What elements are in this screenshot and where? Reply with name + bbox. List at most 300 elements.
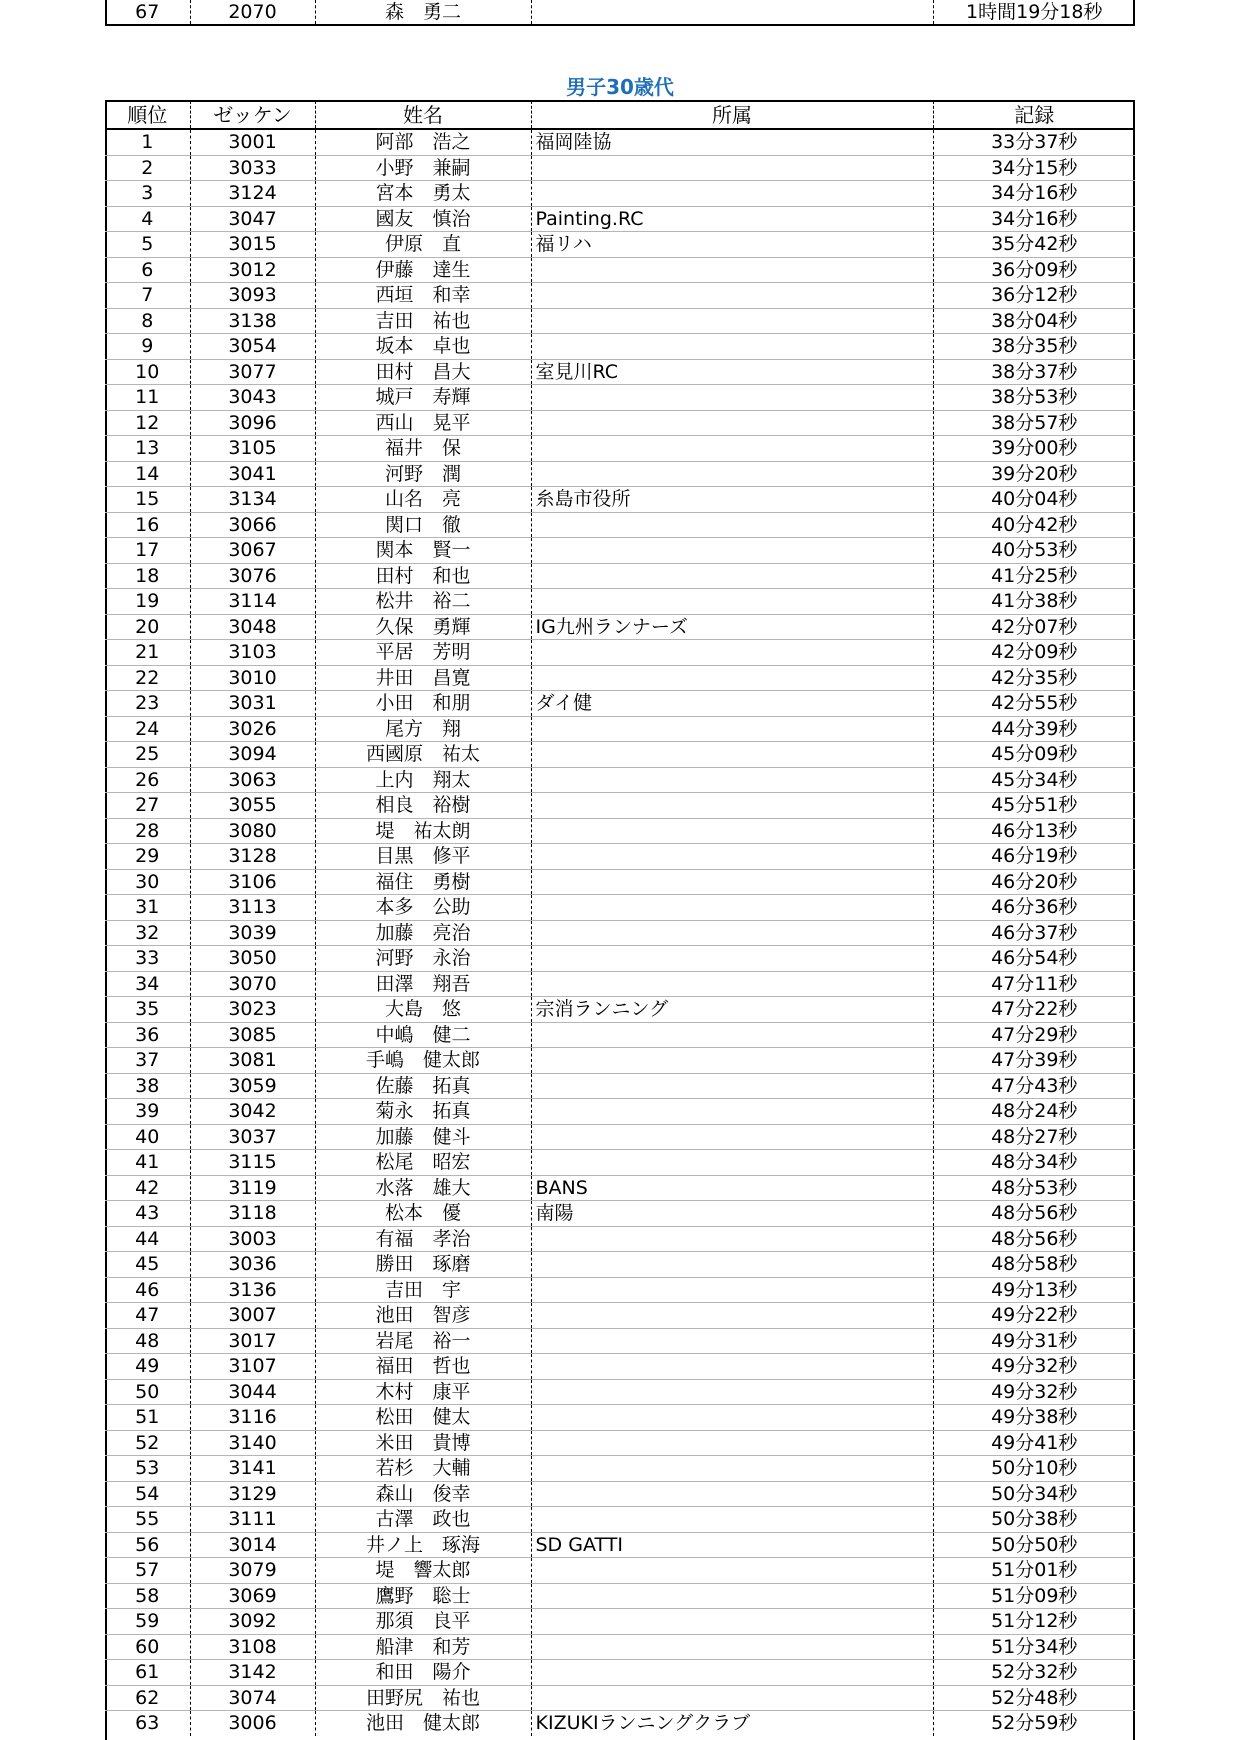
bib-cell: 3047 [190, 206, 315, 232]
time-cell: 40分04秒 [933, 487, 1135, 513]
rank-cell: 11 [105, 385, 190, 411]
bib-cell: 3006 [190, 1711, 315, 1736]
time-cell: 38分35秒 [933, 334, 1135, 360]
bib-cell: 3044 [190, 1379, 315, 1405]
table-row [105, 1711, 1135, 1736]
table-row [105, 691, 1135, 717]
time-cell: 52分48秒 [933, 1685, 1135, 1711]
bib-cell: 3043 [190, 385, 315, 411]
time-cell: 46分37秒 [933, 920, 1135, 946]
name-cell: 有福 孝治 [315, 1226, 531, 1252]
table-row [105, 232, 1135, 258]
bib-cell: 3106 [190, 869, 315, 895]
bib-cell: 3069 [190, 1583, 315, 1609]
time-cell: 49分13秒 [933, 1277, 1135, 1303]
header-team: 所属 [531, 101, 933, 129]
rank-cell: 10 [105, 359, 190, 385]
team-cell [531, 1456, 933, 1482]
time-cell: 41分38秒 [933, 589, 1135, 615]
bib-cell: 3113 [190, 895, 315, 921]
rank-cell: 54 [105, 1481, 190, 1507]
rank-cell: 12 [105, 410, 190, 436]
time-cell: 34分16秒 [933, 206, 1135, 232]
rank-cell: 32 [105, 920, 190, 946]
time-cell: 36分12秒 [933, 283, 1135, 309]
name-cell: 福田 哲也 [315, 1354, 531, 1380]
time-cell: 46分19秒 [933, 844, 1135, 870]
name-cell: 河野 潤 [315, 461, 531, 487]
name-cell: 木村 康平 [315, 1379, 531, 1405]
team-cell [531, 538, 933, 564]
bib-cell: 3142 [190, 1660, 315, 1686]
time-cell: 49分38秒 [933, 1405, 1135, 1431]
table-row [105, 614, 1135, 640]
rank-cell: 42 [105, 1175, 190, 1201]
table-row [105, 436, 1135, 462]
time-cell: 48分56秒 [933, 1226, 1135, 1252]
header-bib: ゼッケン [190, 101, 315, 129]
time-cell: 38分37秒 [933, 359, 1135, 385]
bib-cell: 3012 [190, 257, 315, 283]
rank-cell: 29 [105, 844, 190, 870]
team-cell [531, 181, 933, 207]
time-cell: 48分27秒 [933, 1124, 1135, 1150]
rank-cell: 47 [105, 1303, 190, 1329]
team-cell [531, 1226, 933, 1252]
team-cell [531, 1303, 933, 1329]
bib-cell: 3063 [190, 767, 315, 793]
time-cell: 49分41秒 [933, 1430, 1135, 1456]
bib-cell: 3023 [190, 997, 315, 1023]
name-cell: 佐藤 拓真 [315, 1073, 531, 1099]
rank-cell: 56 [105, 1532, 190, 1558]
table-row [105, 1558, 1135, 1584]
team-cell: 糸島市役所 [531, 487, 933, 513]
table-row [105, 640, 1135, 666]
table-row [105, 1124, 1135, 1150]
bib-cell: 3108 [190, 1634, 315, 1660]
team-cell [531, 155, 933, 181]
time-cell: 47分29秒 [933, 1022, 1135, 1048]
name-cell: 堤 祐太朗 [315, 818, 531, 844]
rank-cell: 20 [105, 614, 190, 640]
team-cell [531, 1481, 933, 1507]
bib-cell: 3074 [190, 1685, 315, 1711]
name-cell: 松本 優 [315, 1201, 531, 1227]
time-cell: 50分10秒 [933, 1456, 1135, 1482]
table-row [105, 1048, 1135, 1074]
bib-cell: 3103 [190, 640, 315, 666]
table-row [105, 1685, 1135, 1711]
name-cell: 目黒 修平 [315, 844, 531, 870]
name-cell: 伊原 直 [315, 232, 531, 258]
header-rank: 順位 [105, 101, 190, 129]
bib-cell: 3134 [190, 487, 315, 513]
bib-cell: 3092 [190, 1609, 315, 1635]
bib-cell: 3001 [190, 129, 315, 155]
bib-cell: 3017 [190, 1328, 315, 1354]
rank-cell: 44 [105, 1226, 190, 1252]
rank-cell: 5 [105, 232, 190, 258]
bib-cell: 3107 [190, 1354, 315, 1380]
table-row [105, 0, 1135, 24]
name-cell: 田村 昌大 [315, 359, 531, 385]
table-row [105, 1379, 1135, 1405]
bib-cell: 3141 [190, 1456, 315, 1482]
bib-cell: 3129 [190, 1481, 315, 1507]
bib-cell: 2070 [190, 0, 315, 24]
team-cell: BANS [531, 1175, 933, 1201]
rank-cell: 16 [105, 512, 190, 538]
table-row [105, 308, 1135, 334]
name-cell: 福井 保 [315, 436, 531, 462]
time-cell: 38分53秒 [933, 385, 1135, 411]
time-cell: 50分38秒 [933, 1507, 1135, 1533]
table-row [105, 1099, 1135, 1125]
header-row [105, 101, 1135, 129]
rank-cell: 63 [105, 1711, 190, 1736]
time-cell: 46分36秒 [933, 895, 1135, 921]
table-row [105, 665, 1135, 691]
rank-cell: 52 [105, 1430, 190, 1456]
bib-cell: 3093 [190, 283, 315, 309]
name-cell: 岩尾 裕一 [315, 1328, 531, 1354]
name-cell: 鷹野 聡士 [315, 1583, 531, 1609]
team-cell [531, 1022, 933, 1048]
bib-cell: 3140 [190, 1430, 315, 1456]
team-cell [531, 563, 933, 589]
bib-cell: 3041 [190, 461, 315, 487]
bib-cell: 3033 [190, 155, 315, 181]
team-cell [531, 1252, 933, 1278]
table-row [105, 334, 1135, 360]
time-cell: 38分57秒 [933, 410, 1135, 436]
team-cell: KIZUKIランニングクラブ [531, 1711, 933, 1736]
name-cell: 加藤 健斗 [315, 1124, 531, 1150]
results-table [105, 101, 1135, 1736]
table-row [105, 487, 1135, 513]
bib-cell: 3096 [190, 410, 315, 436]
table-row [105, 920, 1135, 946]
rank-cell: 40 [105, 1124, 190, 1150]
table-row [105, 1354, 1135, 1380]
name-cell: 河野 永治 [315, 946, 531, 972]
bib-cell: 3115 [190, 1150, 315, 1176]
team-cell [531, 793, 933, 819]
time-cell: 35分42秒 [933, 232, 1135, 258]
name-cell: 西垣 和幸 [315, 283, 531, 309]
time-cell: 52分32秒 [933, 1660, 1135, 1686]
time-cell: 51分09秒 [933, 1583, 1135, 1609]
time-cell: 40分53秒 [933, 538, 1135, 564]
team-cell [531, 946, 933, 972]
team-cell [531, 895, 933, 921]
bib-cell: 3037 [190, 1124, 315, 1150]
time-cell: 42分35秒 [933, 665, 1135, 691]
rank-cell: 51 [105, 1405, 190, 1431]
time-cell: 42分09秒 [933, 640, 1135, 666]
team-cell [531, 1507, 933, 1533]
table-row [105, 1660, 1135, 1686]
table-row [105, 1583, 1135, 1609]
bib-cell: 3014 [190, 1532, 315, 1558]
team-cell [531, 742, 933, 768]
bib-cell: 3026 [190, 716, 315, 742]
rank-cell: 59 [105, 1609, 190, 1635]
rank-cell: 36 [105, 1022, 190, 1048]
team-cell [531, 1609, 933, 1635]
bib-cell: 3105 [190, 436, 315, 462]
team-cell [531, 767, 933, 793]
time-cell: 48分34秒 [933, 1150, 1135, 1176]
table-row [105, 1252, 1135, 1278]
time-cell: 39分20秒 [933, 461, 1135, 487]
bib-cell: 3077 [190, 359, 315, 385]
name-cell: 小野 兼嗣 [315, 155, 531, 181]
name-cell: 森 勇二 [315, 0, 531, 24]
rank-cell: 67 [105, 0, 190, 24]
rank-cell: 55 [105, 1507, 190, 1533]
table-row [105, 589, 1135, 615]
team-cell [531, 1379, 933, 1405]
bib-cell: 3031 [190, 691, 315, 717]
name-cell: 吉田 祐也 [315, 308, 531, 334]
rank-cell: 17 [105, 538, 190, 564]
rank-cell: 23 [105, 691, 190, 717]
table-row [105, 1303, 1135, 1329]
bib-cell: 3114 [190, 589, 315, 615]
name-cell: 阿部 浩之 [315, 129, 531, 155]
team-cell [531, 869, 933, 895]
table-row [105, 1507, 1135, 1533]
name-cell: 米田 貴博 [315, 1430, 531, 1456]
name-cell: 城戸 寿輝 [315, 385, 531, 411]
team-cell [531, 1685, 933, 1711]
team-cell [531, 1328, 933, 1354]
rank-cell: 37 [105, 1048, 190, 1074]
time-cell: 51分34秒 [933, 1634, 1135, 1660]
team-cell [531, 1430, 933, 1456]
table-row [105, 767, 1135, 793]
bib-cell: 3055 [190, 793, 315, 819]
name-cell: 池田 智彦 [315, 1303, 531, 1329]
name-cell: 古澤 政也 [315, 1507, 531, 1533]
table-row [105, 895, 1135, 921]
name-cell: 関口 徹 [315, 512, 531, 538]
table-row [105, 1481, 1135, 1507]
team-cell [531, 283, 933, 309]
rank-cell: 9 [105, 334, 190, 360]
time-cell: 38分04秒 [933, 308, 1135, 334]
table-row [105, 1328, 1135, 1354]
time-cell: 45分09秒 [933, 742, 1135, 768]
name-cell: 小田 和朋 [315, 691, 531, 717]
team-cell [531, 1634, 933, 1660]
table-row [105, 742, 1135, 768]
team-cell [531, 1583, 933, 1609]
table-row [105, 1456, 1135, 1482]
team-cell: 福岡陸協 [531, 129, 933, 155]
bib-cell: 3054 [190, 334, 315, 360]
bib-cell: 3085 [190, 1022, 315, 1048]
rank-cell: 1 [105, 129, 190, 155]
table-row [105, 1430, 1135, 1456]
table-row [105, 997, 1135, 1023]
team-cell [531, 1354, 933, 1380]
team-cell [531, 436, 933, 462]
rank-cell: 39 [105, 1099, 190, 1125]
team-cell [531, 1150, 933, 1176]
rank-cell: 53 [105, 1456, 190, 1482]
time-cell: 48分56秒 [933, 1201, 1135, 1227]
team-cell: 福リハ [531, 232, 933, 258]
name-cell: 宮本 勇太 [315, 181, 531, 207]
team-cell: 室見川RC [531, 359, 933, 385]
bib-cell: 3094 [190, 742, 315, 768]
time-cell: 45分51秒 [933, 793, 1135, 819]
name-cell: 手嶋 健太郎 [315, 1048, 531, 1074]
table-row [105, 1609, 1135, 1635]
team-cell [531, 640, 933, 666]
team-cell: Painting.RC [531, 206, 933, 232]
team-cell [531, 589, 933, 615]
name-cell: 水落 雄大 [315, 1175, 531, 1201]
team-cell: IG九州ランナーズ [531, 614, 933, 640]
time-cell: 49分31秒 [933, 1328, 1135, 1354]
time-cell: 47分43秒 [933, 1073, 1135, 1099]
name-cell: 山名 亮 [315, 487, 531, 513]
team-cell: 宗消ランニング [531, 997, 933, 1023]
team-cell [531, 1073, 933, 1099]
previous-section-table [105, 0, 1135, 24]
table-row [105, 1405, 1135, 1431]
team-cell [531, 334, 933, 360]
time-cell: 48分58秒 [933, 1252, 1135, 1278]
bib-cell: 3059 [190, 1073, 315, 1099]
rank-cell: 18 [105, 563, 190, 589]
name-cell: 和田 陽介 [315, 1660, 531, 1686]
table-row [105, 206, 1135, 232]
bib-cell: 3119 [190, 1175, 315, 1201]
rank-cell: 34 [105, 971, 190, 997]
table-row [105, 359, 1135, 385]
name-cell: 平居 芳明 [315, 640, 531, 666]
bib-cell: 3067 [190, 538, 315, 564]
bib-cell: 3124 [190, 181, 315, 207]
rank-cell: 27 [105, 793, 190, 819]
rank-cell: 28 [105, 818, 190, 844]
name-cell: 伊藤 達生 [315, 257, 531, 283]
name-cell: 松田 健太 [315, 1405, 531, 1431]
name-cell: 久保 勇輝 [315, 614, 531, 640]
time-cell: 49分22秒 [933, 1303, 1135, 1329]
rank-cell: 43 [105, 1201, 190, 1227]
table-row [105, 181, 1135, 207]
team-cell: ダイ健 [531, 691, 933, 717]
name-cell: 田澤 翔吾 [315, 971, 531, 997]
rank-cell: 3 [105, 181, 190, 207]
rank-cell: 60 [105, 1634, 190, 1660]
table-row [105, 538, 1135, 564]
bib-cell: 3128 [190, 844, 315, 870]
bib-cell: 3080 [190, 818, 315, 844]
name-cell: 森山 俊幸 [315, 1481, 531, 1507]
name-cell: 西國原 祐太 [315, 742, 531, 768]
team-cell [531, 461, 933, 487]
rank-cell: 4 [105, 206, 190, 232]
table-row [105, 512, 1135, 538]
name-cell: 相良 裕樹 [315, 793, 531, 819]
bib-cell: 3118 [190, 1201, 315, 1227]
name-cell: 松尾 昭宏 [315, 1150, 531, 1176]
section-title: 男子30歳代 [566, 75, 674, 99]
team-cell [531, 818, 933, 844]
name-cell: 坂本 卓也 [315, 334, 531, 360]
rank-cell: 31 [105, 895, 190, 921]
rank-cell: 33 [105, 946, 190, 972]
name-cell: 福住 勇樹 [315, 869, 531, 895]
table-row [105, 1201, 1135, 1227]
bib-cell: 3048 [190, 614, 315, 640]
rank-cell: 48 [105, 1328, 190, 1354]
name-cell: 國友 慎治 [315, 206, 531, 232]
time-cell: 49分32秒 [933, 1379, 1135, 1405]
rank-cell: 57 [105, 1558, 190, 1584]
team-cell [531, 1660, 933, 1686]
time-cell: 50分50秒 [933, 1532, 1135, 1558]
time-cell: 46分20秒 [933, 869, 1135, 895]
rank-cell: 2 [105, 155, 190, 181]
bib-cell: 3003 [190, 1226, 315, 1252]
rank-cell: 6 [105, 257, 190, 283]
bib-cell: 3066 [190, 512, 315, 538]
rank-cell: 61 [105, 1660, 190, 1686]
team-cell [531, 1277, 933, 1303]
table-row [105, 1634, 1135, 1660]
time-cell: 42分55秒 [933, 691, 1135, 717]
header-name: 姓名 [315, 101, 531, 129]
bib-cell: 3070 [190, 971, 315, 997]
time-cell: 41分25秒 [933, 563, 1135, 589]
rank-cell: 62 [105, 1685, 190, 1711]
name-cell: 上内 翔太 [315, 767, 531, 793]
table-row [105, 716, 1135, 742]
name-cell: 那須 良平 [315, 1609, 531, 1635]
bib-cell: 3050 [190, 946, 315, 972]
team-cell: SD GATTI [531, 1532, 933, 1558]
rank-cell: 41 [105, 1150, 190, 1176]
team-cell [531, 308, 933, 334]
table-row [105, 257, 1135, 283]
rank-cell: 49 [105, 1354, 190, 1380]
name-cell: 松井 裕二 [315, 589, 531, 615]
bib-cell: 3136 [190, 1277, 315, 1303]
rank-cell: 22 [105, 665, 190, 691]
table-row [105, 1532, 1135, 1558]
team-cell [531, 257, 933, 283]
team-cell [531, 410, 933, 436]
name-cell: 本多 公助 [315, 895, 531, 921]
team-cell [531, 385, 933, 411]
name-cell: 池田 健太郎 [315, 1711, 531, 1736]
bib-cell: 3076 [190, 563, 315, 589]
table-row [105, 946, 1135, 972]
bib-cell: 3138 [190, 308, 315, 334]
table-row [105, 461, 1135, 487]
rank-cell: 25 [105, 742, 190, 768]
bib-cell: 3015 [190, 232, 315, 258]
table-row [105, 793, 1135, 819]
